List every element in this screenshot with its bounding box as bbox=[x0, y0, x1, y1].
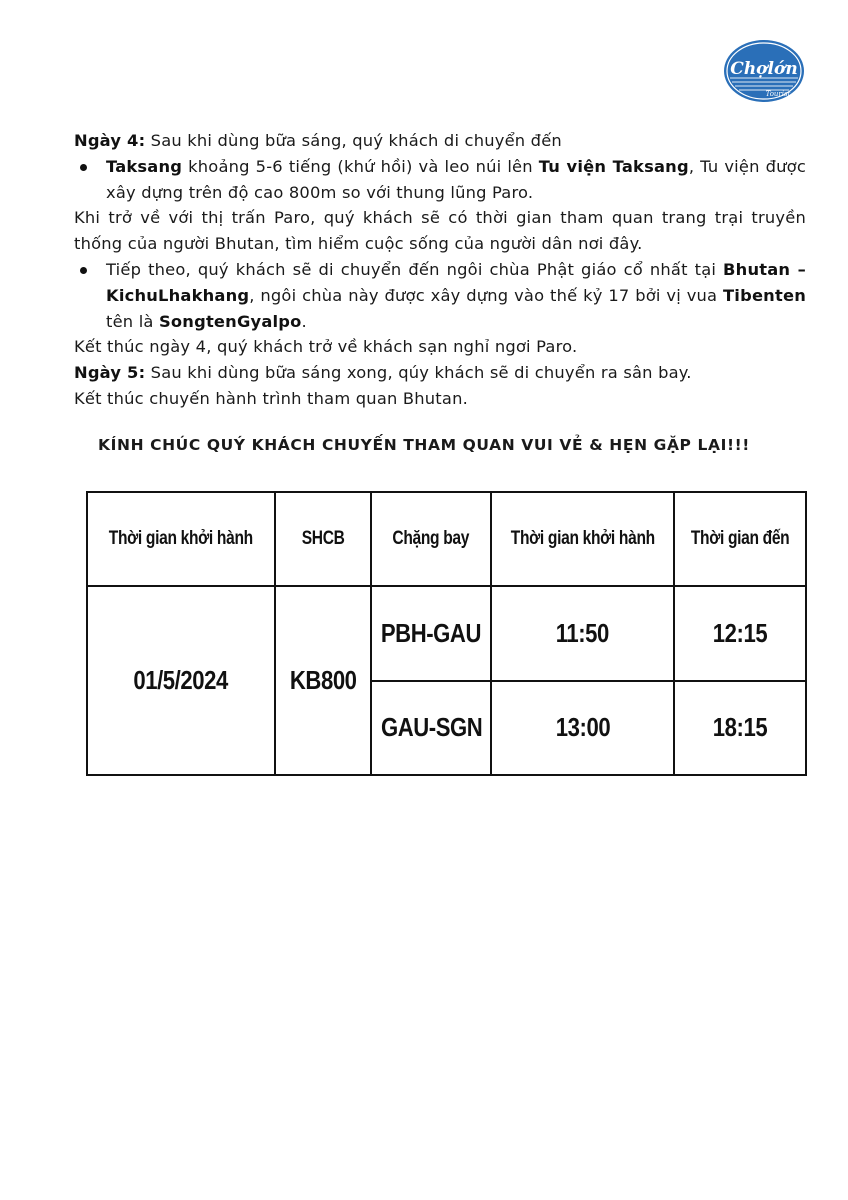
header-cell: SHCB bbox=[275, 492, 371, 586]
table-row bbox=[87, 586, 806, 681]
arrive-time-cell: 12:15 bbox=[674, 586, 806, 681]
header-cell: Thời gian khởi hành bbox=[491, 492, 674, 586]
depart-time-cell: 13:00 bbox=[491, 681, 674, 776]
arrive-time-cell: 18:15 bbox=[674, 681, 806, 776]
bullet-dot-icon bbox=[80, 164, 87, 171]
bullet-item: Taksang khoảng 5-6 tiếng (khứ hồi) và leo núi lên Tu viện Taksang, Tu viện được xây dựng trên độ cao 800m so với thung lũng Paro. bbox=[106, 154, 806, 206]
route-cell: PBH-GAU bbox=[371, 586, 491, 681]
day5-end: Kết thúc chuyến hành trình tham quan Bhutan. bbox=[74, 388, 468, 408]
header-cell: Chặng bay bbox=[371, 492, 491, 586]
route-cell: GAU-SGN bbox=[371, 681, 491, 776]
table-header-row bbox=[87, 492, 806, 586]
day4-end: Kết thúc ngày 4, quý khách trở về khách sạn nghỉ ngơi Paro. bbox=[74, 337, 578, 357]
day4-paragraph: Khi trở về với thị trấn Paro, quý khách sẽ có thời gian tham quan trang trại truyền thống của người Bhutan, tìm hiểm cuộc sống của người dân nơi đây. bbox=[74, 208, 806, 254]
day5-text: Ngày 5: Sau khi dùng bữa sáng xong, qúy khách sẽ di chuyển ra sân bay. bbox=[74, 363, 692, 383]
header-cell: Thời gian đến bbox=[674, 492, 806, 586]
day5-label: Ngày 5: bbox=[74, 363, 146, 383]
chợlớn-tourist-logo bbox=[722, 38, 806, 104]
day4-bullets bbox=[74, 154, 806, 206]
departure-date: 01/5/2024 bbox=[87, 586, 275, 775]
flight-schedule-table bbox=[86, 491, 807, 776]
bullet-dot-icon bbox=[80, 267, 87, 274]
day4-label: Ngày 4: bbox=[74, 131, 146, 150]
day4-intro: Ngày 4: Sau khi dùng bữa sáng, quý khách di chuyển đến bbox=[74, 131, 562, 150]
day4-bullets-2 bbox=[74, 257, 806, 334]
header-cell: Thời gian khởi hành bbox=[87, 492, 275, 586]
flight-number: KB800 bbox=[275, 586, 371, 775]
bullet-item: Tiếp theo, quý khách sẽ di chuyển đến ngôi chùa Phật giáo cổ nhất tại Bhutan – KichuLhakhang, ngôi chùa này được xây dựng vào thế kỷ 17 bởi vị vua Tibenten tên là SongtenGyalpo. bbox=[106, 257, 806, 334]
closing-message: KÍNH CHÚC QUÝ KHÁCH CHUYẾN THAM QUAN VUI VẺ & HẸN GẶP LẠI!!! bbox=[98, 436, 750, 454]
svg-text:Tourist: Tourist bbox=[765, 90, 791, 98]
svg-text:Chợlớn: Chợlớn bbox=[730, 59, 798, 79]
depart-time-cell: 11:50 bbox=[491, 586, 674, 681]
itinerary-text bbox=[74, 128, 806, 412]
